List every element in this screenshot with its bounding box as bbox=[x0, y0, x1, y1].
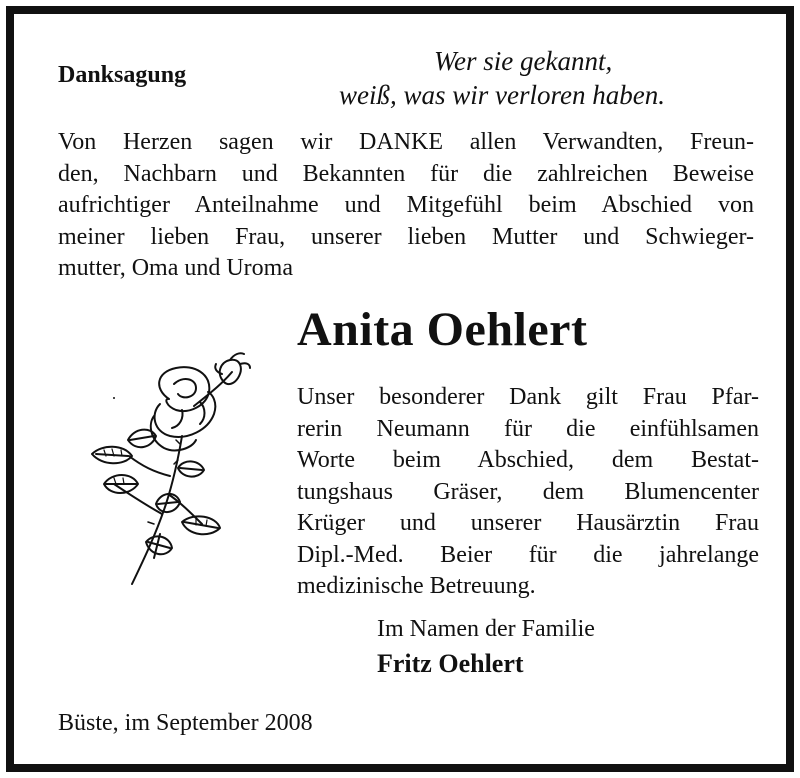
thanks-line: Krüger und unserer Hausärztin Frau bbox=[297, 510, 759, 536]
thanks-line: medizinische Betreuung. bbox=[297, 573, 536, 599]
thanks-line: rerin Neumann für die einfühlsamen bbox=[297, 415, 759, 442]
signature-name: Fritz Oehlert bbox=[377, 649, 524, 678]
thanks-line: tungshaus Gräser, dem Blumencenter bbox=[297, 478, 759, 505]
thanks-line: Worte beim Abschied, dem Bestat- bbox=[297, 447, 759, 473]
notice-heading: Danksagung bbox=[58, 62, 187, 88]
intro-paragraph bbox=[58, 127, 754, 285]
rose-icon bbox=[84, 344, 264, 594]
motto-line-1: Wer sie gekannt, bbox=[434, 46, 613, 76]
motto-line-2: weiß, was wir verloren haben. bbox=[339, 80, 665, 110]
intro-line: meiner lieben Frau, unserer lieben Mutter und Schwieger- bbox=[58, 223, 754, 250]
thanks-line: Dipl.-Med. Beier für die jahrelange bbox=[297, 541, 759, 568]
place-and-date: Büste, im September 2008 bbox=[58, 710, 313, 736]
thanks-line: Unser besonderer Dank gilt Frau Pfar- bbox=[297, 384, 759, 410]
intro-line: den, Nachbarn und Bekannten für die zahlreichen Beweise bbox=[58, 160, 754, 187]
intro-line: aufrichtiger Anteilnahme und Mitgefühl beim Abschied von bbox=[58, 192, 754, 218]
deceased-name: Anita Oehlert bbox=[297, 303, 588, 356]
thanks-paragraph bbox=[297, 382, 759, 603]
intro-line: Von Herzen sagen wir DANKE allen Verwandten, Freun- bbox=[58, 129, 754, 155]
intro-line: mutter, Oma und Uroma bbox=[58, 255, 293, 281]
signature-label: Im Namen der Familie bbox=[377, 616, 595, 642]
notice-frame bbox=[6, 6, 794, 772]
